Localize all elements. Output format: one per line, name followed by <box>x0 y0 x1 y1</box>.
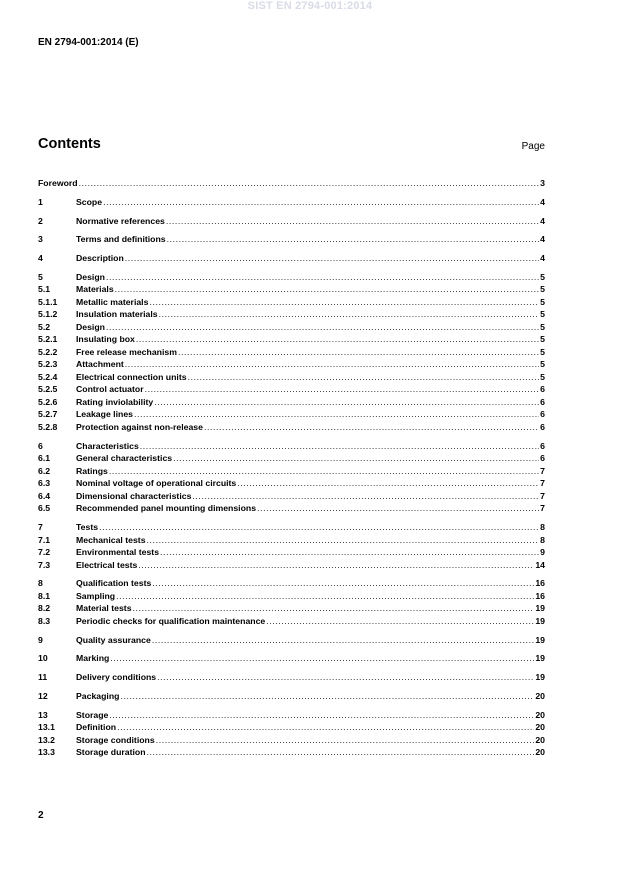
toc-entry-number: 5.2.1 <box>38 334 58 345</box>
toc-leader-dots <box>134 408 539 421</box>
toc-entry-page: 20 <box>535 691 545 702</box>
toc-entry-page: 6 <box>540 453 545 464</box>
toc-entry-number: 3 <box>38 234 43 245</box>
toc-entry-title: Leakage lines <box>76 409 133 420</box>
toc-entry[interactable] <box>38 215 545 228</box>
toc-entry-number: 7.2 <box>38 547 51 558</box>
toc-leader-dots <box>116 590 534 603</box>
toc-entry-page: 6 <box>540 396 545 407</box>
toc-leader-dots <box>266 615 534 628</box>
toc-entry-title: Storage duration <box>76 747 146 758</box>
toc-entry-number: 13 <box>38 709 48 720</box>
page-number: 2 <box>38 810 44 821</box>
toc-leader-dots <box>159 308 540 321</box>
toc-entry[interactable] <box>38 709 545 722</box>
watermark: SIST EN 2794-001:2014 <box>247 0 373 12</box>
toc-entry-number: 5.2.5 <box>38 384 58 395</box>
toc-leader-dots <box>237 477 539 490</box>
toc-entry[interactable] <box>38 534 545 547</box>
toc-entry[interactable] <box>38 615 545 628</box>
toc-entry-number: 5.2 <box>38 321 51 332</box>
toc-entry-page: 16 <box>535 578 545 589</box>
toc-entry-number: 13.3 <box>38 747 55 758</box>
toc-entry-number: 5.2.6 <box>38 396 58 407</box>
toc-entry-page: 5 <box>540 321 545 332</box>
table-of-contents <box>38 177 545 759</box>
toc-entry-number: 6.3 <box>38 478 51 489</box>
toc-entry-page: 6 <box>540 421 545 432</box>
toc-entry-page: 7 <box>540 503 545 514</box>
toc-leader-dots <box>167 233 540 246</box>
toc-entry-title: Recommended panel mounting dimensions <box>76 503 257 514</box>
toc-leader-dots <box>109 465 539 478</box>
toc-leader-dots <box>106 271 539 284</box>
toc-entry-title: Electrical tests <box>76 559 138 570</box>
toc-entry[interactable] <box>38 333 545 346</box>
toc-entry-title: Electrical connection units <box>76 371 187 382</box>
toc-entry-title: Description <box>76 253 124 264</box>
toc-entry-number: 7.3 <box>38 559 51 570</box>
toc-entry[interactable] <box>38 746 545 759</box>
toc-entry[interactable] <box>38 465 545 478</box>
toc-entry-title: Nominal voltage of operational circuits <box>76 478 237 489</box>
toc-entry-page: 14 <box>535 559 545 570</box>
toc-leader-dots <box>188 371 540 384</box>
toc-entry[interactable] <box>38 308 545 321</box>
toc-entry-number: 12 <box>38 691 48 702</box>
toc-entry-number: 8.1 <box>38 590 51 601</box>
toc-entry-number: 11 <box>38 672 48 683</box>
document-id: EN 2794-001:2014 (E) <box>38 37 139 48</box>
toc-leader-dots <box>109 709 534 722</box>
toc-entry-number: 13.1 <box>38 722 55 733</box>
toc-entry-number: 7.1 <box>38 534 51 545</box>
toc-entry[interactable] <box>38 521 545 534</box>
toc-entry-number: 13.2 <box>38 734 55 745</box>
toc-entry[interactable] <box>38 321 545 334</box>
toc-entry-title: Scope <box>76 196 103 207</box>
toc-entry[interactable] <box>38 196 545 209</box>
toc-entry-number: 5.2.3 <box>38 359 58 370</box>
toc-entry-page: 4 <box>540 196 545 207</box>
toc-entry[interactable] <box>38 358 545 371</box>
toc-entry-number: 5.1 <box>38 284 51 295</box>
toc-entry-page: 6 <box>540 384 545 395</box>
toc-leader-dots <box>152 634 534 647</box>
toc-leader-dots <box>147 746 535 759</box>
toc-entry-title: Delivery conditions <box>76 672 157 683</box>
toc-entry-title: Materials <box>76 284 114 295</box>
toc-leader-dots <box>106 321 539 334</box>
toc-entry[interactable] <box>38 690 545 703</box>
toc-entry-number: 8 <box>38 578 43 589</box>
page-column-label: Page <box>521 141 545 152</box>
toc-entry-page: 5 <box>540 309 545 320</box>
toc-entry-title: Material tests <box>76 603 132 614</box>
toc-entry[interactable] <box>38 408 545 421</box>
toc-entry-title: Free release mechanism <box>76 346 177 357</box>
toc-entry-title: Qualification tests <box>76 578 152 589</box>
toc-entry-page: 9 <box>540 547 545 558</box>
toc-entry-page: 5 <box>540 271 545 282</box>
toc-entry[interactable] <box>38 371 545 384</box>
toc-leader-dots <box>136 333 539 346</box>
toc-leader-dots <box>115 283 539 296</box>
toc-entry-page: 4 <box>540 215 545 226</box>
toc-entry-page: 5 <box>540 284 545 295</box>
toc-entry-number: 5.1.1 <box>38 296 58 307</box>
toc-entry-number: 6.1 <box>38 453 51 464</box>
toc-leader-dots <box>117 721 534 734</box>
toc-entry[interactable] <box>38 734 545 747</box>
toc-leader-dots <box>154 396 539 409</box>
toc-entry-title: Protection against non-release <box>76 421 203 432</box>
toc-entry-page: 20 <box>535 709 545 720</box>
toc-entry-title: Storage conditions <box>76 734 155 745</box>
toc-entry-page: 7 <box>540 465 545 476</box>
toc-entry-page: 8 <box>540 522 545 533</box>
toc-entry-title: Control actuator <box>76 384 144 395</box>
toc-leader-dots <box>157 671 534 684</box>
toc-entry-number: 6.5 <box>38 503 51 514</box>
toc-entry-page: 16 <box>535 590 545 601</box>
toc-entry-title: Attachment <box>76 359 124 370</box>
toc-leader-dots <box>147 534 540 547</box>
toc-leader-dots <box>103 196 539 209</box>
toc-entry-number: 6.4 <box>38 490 51 501</box>
toc-leader-dots <box>192 490 539 503</box>
toc-entry-title: Insulating box <box>76 334 135 345</box>
toc-leader-dots <box>152 577 534 590</box>
contents-heading: Contents <box>38 136 101 152</box>
toc-entry-page: 5 <box>540 359 545 370</box>
toc-entry[interactable] <box>38 546 545 559</box>
toc-entry[interactable] <box>38 252 545 265</box>
toc-entry-page: 8 <box>540 534 545 545</box>
toc-entry-page: 19 <box>535 615 545 626</box>
toc-entry[interactable] <box>38 383 545 396</box>
toc-entry[interactable] <box>38 271 545 284</box>
toc-entry[interactable] <box>38 652 545 665</box>
toc-entry[interactable] <box>38 602 545 615</box>
toc-entry-page: 3 <box>540 178 545 188</box>
toc-entry-page: 6 <box>540 440 545 451</box>
toc-leader-dots <box>149 296 539 309</box>
toc-entry-title: Environmental tests <box>76 547 160 558</box>
toc-entry-page: 7 <box>540 490 545 501</box>
toc-entry-page: 5 <box>540 334 545 345</box>
toc-entry-title: Characteristics <box>76 440 139 451</box>
toc-entry-title: Packaging <box>76 691 120 702</box>
toc-entry-title: Terms and definitions <box>76 234 166 245</box>
toc-entry-title: Definition <box>76 722 117 733</box>
toc-entry-number: 5.2.8 <box>38 421 58 432</box>
toc-entry-number: 5.1.2 <box>38 309 58 320</box>
toc-entry[interactable] <box>38 577 545 590</box>
toc-entry-number: 8.3 <box>38 615 51 626</box>
toc-leader-dots <box>140 440 539 453</box>
toc-entry-title: Mechanical tests <box>76 534 146 545</box>
toc-entry-page: 19 <box>535 603 545 614</box>
toc-entry-title: General characteristics <box>76 453 173 464</box>
toc-entry-number: 5.2.2 <box>38 346 58 357</box>
toc-leader-dots <box>110 652 534 665</box>
toc-entry-page: 19 <box>535 672 545 683</box>
toc-entry-page: 19 <box>535 634 545 645</box>
toc-entry[interactable] <box>38 440 545 453</box>
toc-entry[interactable] <box>38 233 545 246</box>
toc-entry-title: Quality assurance <box>76 634 151 645</box>
toc-entry[interactable] <box>38 177 545 190</box>
toc-entry-number: 6 <box>38 440 43 451</box>
toc-entry[interactable] <box>38 490 545 503</box>
toc-leader-dots <box>145 383 540 396</box>
toc-leader-dots <box>156 734 535 747</box>
toc-entry-title: Metallic materials <box>76 296 149 307</box>
toc-entry-title: Normative references <box>76 215 165 226</box>
toc-entry-title: Sampling <box>76 590 116 601</box>
toc-entry[interactable] <box>38 296 545 309</box>
toc-entry[interactable] <box>38 421 545 434</box>
toc-entry[interactable] <box>38 477 545 490</box>
toc-entry-page: 6 <box>540 409 545 420</box>
toc-leader-dots <box>166 215 539 228</box>
toc-entry-number: 7 <box>38 522 43 533</box>
toc-leader-dots <box>79 177 540 190</box>
toc-entry-page: 5 <box>540 371 545 382</box>
toc-entry-title: Foreword <box>38 178 78 188</box>
toc-entry[interactable] <box>38 452 545 465</box>
toc-entry[interactable] <box>38 559 545 572</box>
toc-entry-page: 19 <box>535 653 545 664</box>
toc-entry-number: 2 <box>38 215 43 226</box>
toc-entry-title: Design <box>76 271 105 282</box>
toc-entry-title: Rating inviolability <box>76 396 154 407</box>
toc-entry-title: Periodic checks for qualification maintenance <box>76 615 266 626</box>
toc-leader-dots <box>160 546 539 559</box>
toc-entry[interactable] <box>38 634 545 647</box>
toc-entry-page: 5 <box>540 346 545 357</box>
toc-entry-number: 4 <box>38 253 43 264</box>
toc-entry-title: Design <box>76 321 105 332</box>
toc-entry[interactable] <box>38 346 545 359</box>
toc-entry[interactable] <box>38 283 545 296</box>
toc-entry-page: 20 <box>535 734 545 745</box>
toc-leader-dots <box>120 690 534 703</box>
toc-entry-title: Insulation materials <box>76 309 158 320</box>
toc-leader-dots <box>133 602 535 615</box>
toc-entry-page: 5 <box>540 296 545 307</box>
toc-leader-dots <box>178 346 539 359</box>
toc-entry-title: Dimensional characteristics <box>76 490 192 501</box>
toc-entry-number: 8.2 <box>38 603 51 614</box>
toc-leader-dots <box>125 252 539 265</box>
toc-entry-number: 5 <box>38 271 43 282</box>
toc-leader-dots <box>125 358 539 371</box>
toc-entry-number: 1 <box>38 196 43 207</box>
toc-entry-title: Marking <box>76 653 110 664</box>
toc-entry-page: 7 <box>540 478 545 489</box>
toc-entry-page: 4 <box>540 253 545 264</box>
toc-entry[interactable] <box>38 590 545 603</box>
toc-leader-dots <box>204 421 539 434</box>
toc-entry-number: 9 <box>38 634 43 645</box>
toc-leader-dots <box>173 452 539 465</box>
toc-entry-title: Tests <box>76 522 99 533</box>
toc-entry[interactable] <box>38 671 545 684</box>
toc-entry-title: Storage <box>76 709 109 720</box>
toc-entry-number: 5.2.7 <box>38 409 58 420</box>
toc-leader-dots <box>99 521 539 534</box>
toc-entry[interactable] <box>38 502 545 515</box>
toc-entry-page: 4 <box>540 234 545 245</box>
toc-entry-title: Ratings <box>76 465 108 476</box>
toc-entry-number: 5.2.4 <box>38 371 58 382</box>
toc-leader-dots <box>257 502 539 515</box>
toc-entry[interactable] <box>38 396 545 409</box>
toc-entry-page: 20 <box>535 747 545 758</box>
toc-leader-dots <box>138 559 534 572</box>
toc-entry-page: 20 <box>535 722 545 733</box>
toc-entry-number: 6.2 <box>38 465 51 476</box>
toc-entry[interactable] <box>38 721 545 734</box>
toc-entry-number: 10 <box>38 653 48 664</box>
